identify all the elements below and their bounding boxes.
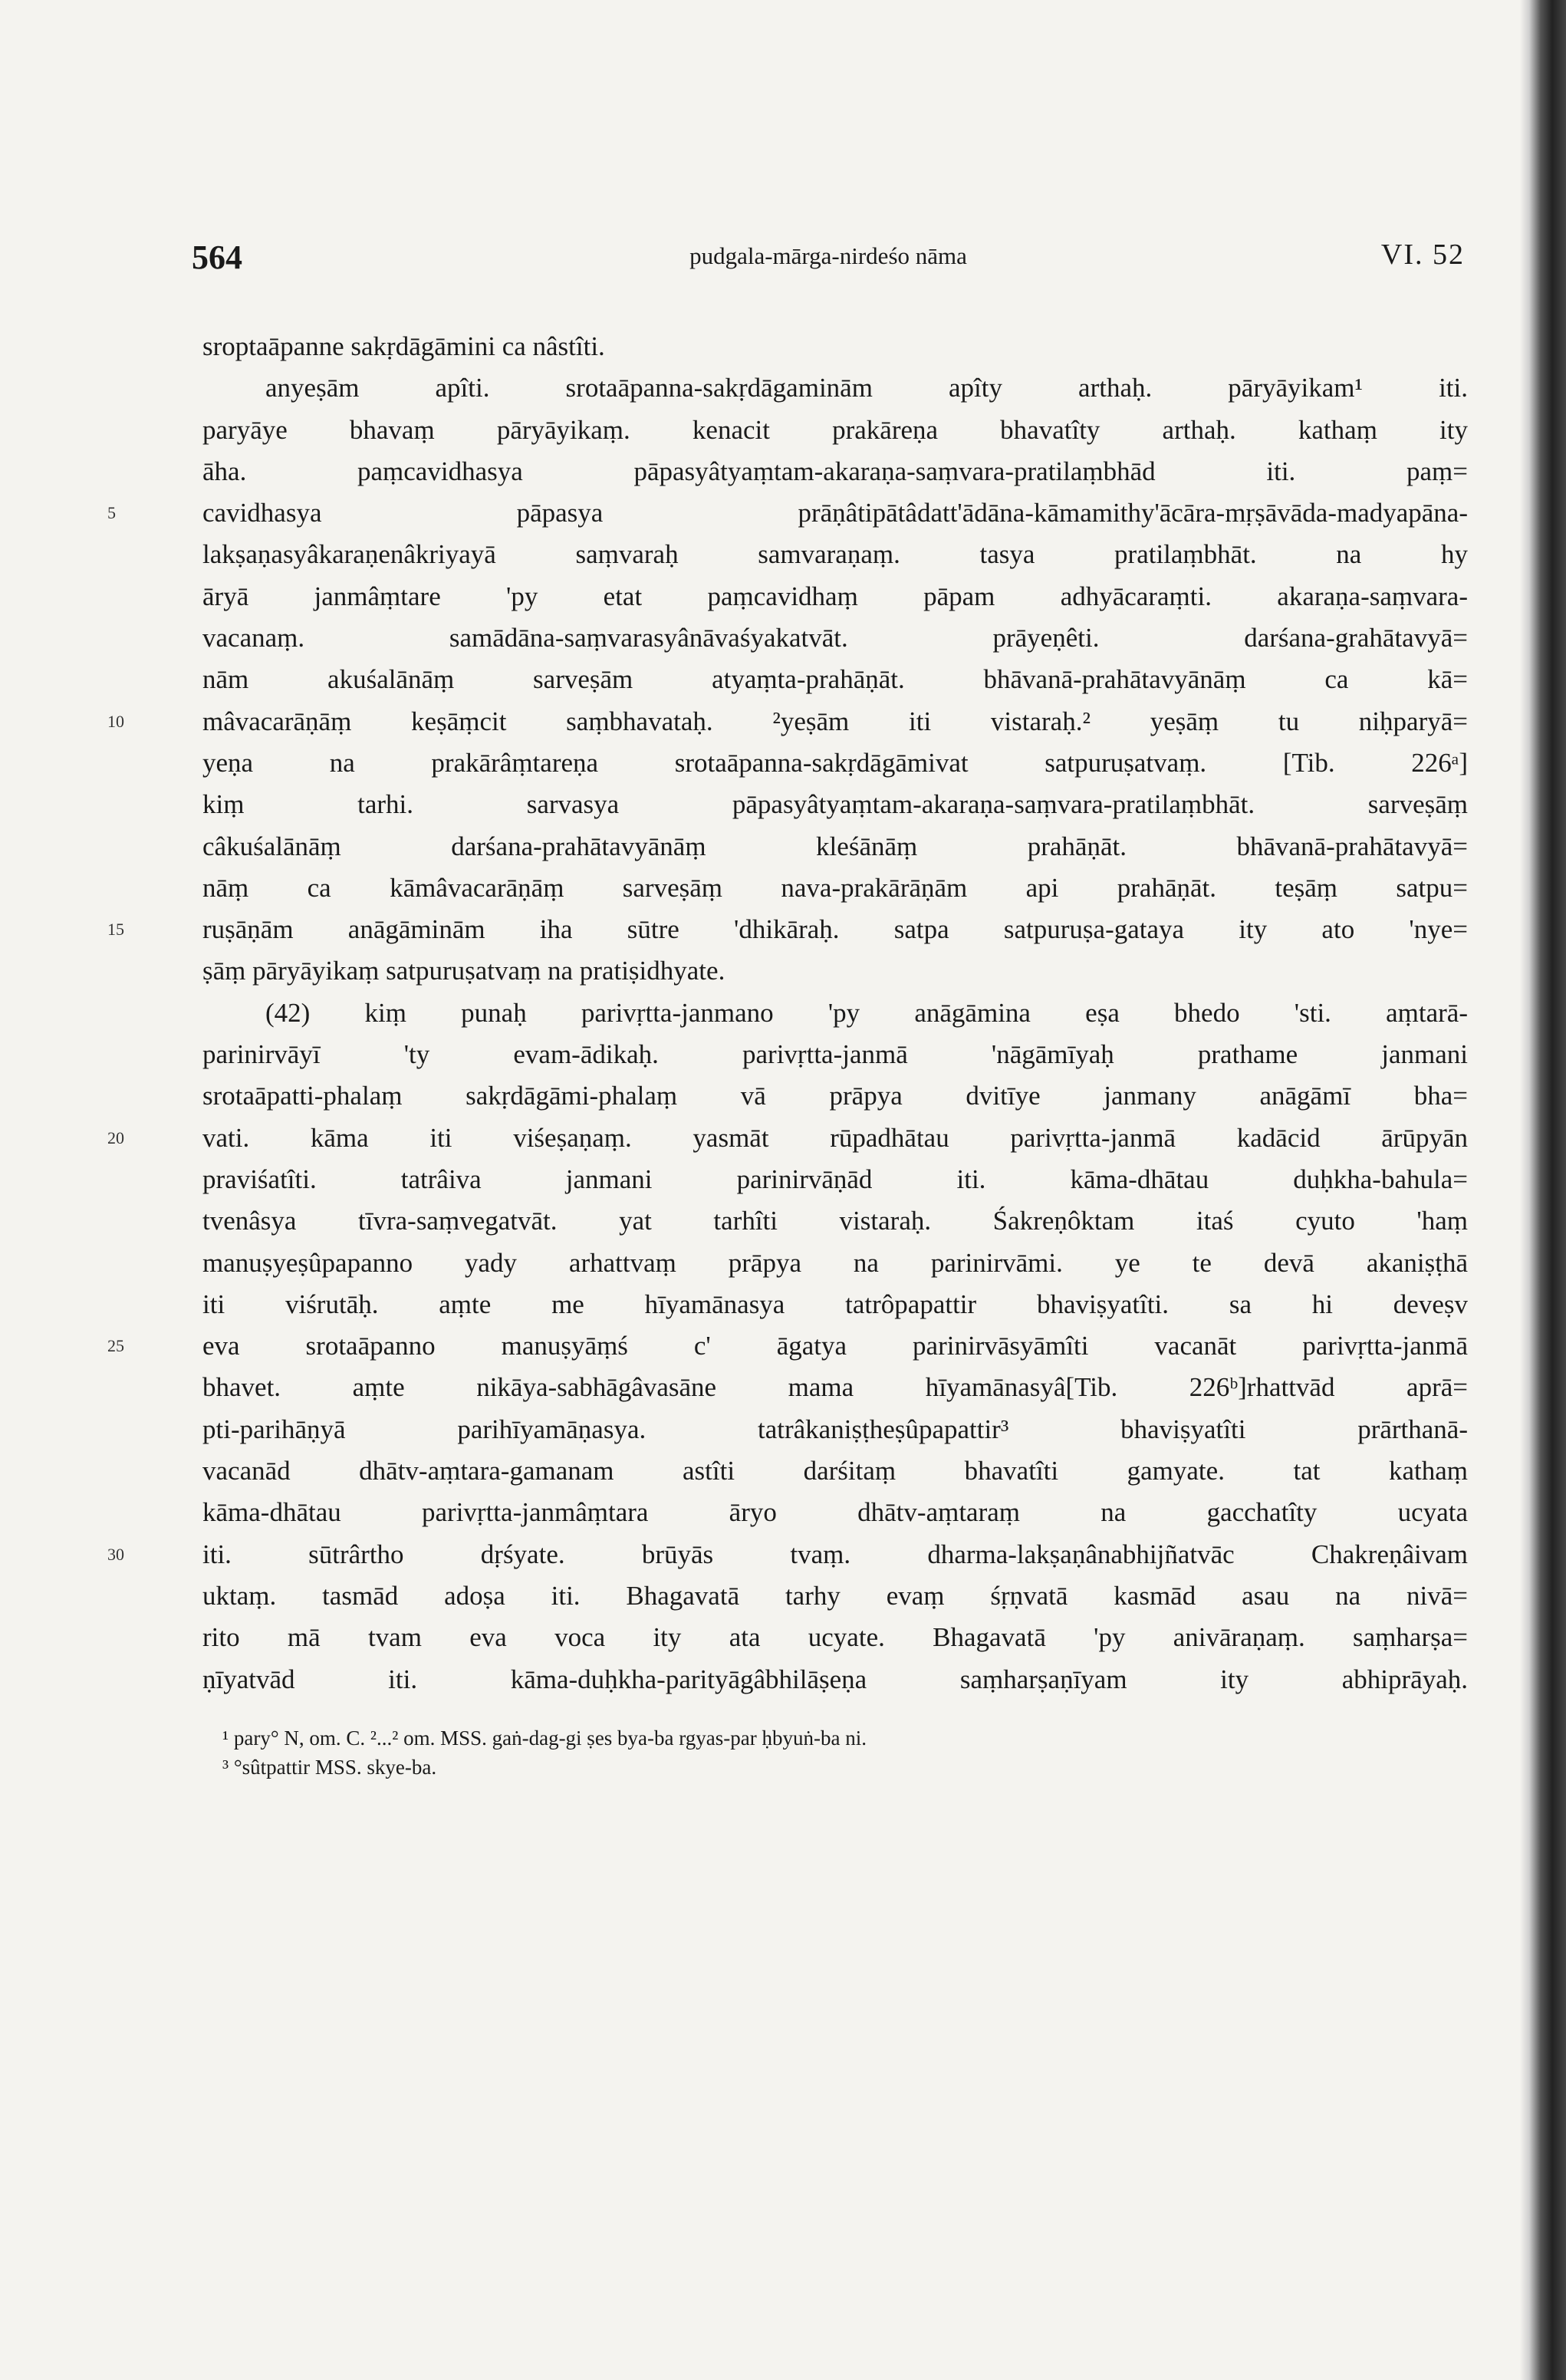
text-line: pti-parihāṇyā parihīyamāṇasya. tatrâkaniṣṭheṣûpapattir³ bhaviṣyatîti prārthanā-	[202, 1414, 1468, 1444]
line-number: 5	[107, 503, 116, 523]
line-number: 10	[107, 711, 124, 731]
page-number: 564	[192, 239, 242, 276]
running-title: pudgala-mārga-nirdeśo nāma	[689, 242, 967, 269]
footnotes	[222, 1723, 1449, 1782]
text-line: 30 iti. sūtrârtho dṛśyate. brūyās tvaṃ. dharma-lakṣaṇânabhijñatvāc Chakreṇâivam	[202, 1534, 1468, 1575]
text-line: sroptaāpanne sakṛdāgāmini ca nâstîti.	[202, 331, 605, 361]
text-line: nām akuśalānāṃ sarveṣām atyaṃta-prahāṇāt. bhāvanā-prahātavyānāṃ ca kā=	[202, 664, 1468, 695]
text-line: 5 cavidhasya pāpasya prāṇâtipātâdatt'ādāna-kāmamithy'ācāra-mṛṣāvāda-madyapāna-	[202, 492, 1468, 534]
line-number: 20	[107, 1127, 124, 1147]
text-line: yeṇa na prakārâṃtareṇa srotaāpanna-sakṛdāgāmivat satpuruṣatvaṃ. [Tib. 226ᵃ]	[202, 747, 1468, 778]
text-line: ṇīyatvād iti. kāma-duḥkha-parityāgâbhilāṣeṇa saṃharṣaṇīyam ity abhiprāyaḥ.	[202, 1664, 1468, 1694]
text-line: iti viśrutāḥ. aṃte me hīyamānasya tatrôpapattir bhaviṣyatîti. sa hi deveṣv	[202, 1289, 1468, 1319]
text-line: anyeṣām apîti. srotaāpanna-sakṛdāgaminām apîty arthaḥ. pāryāyikam¹ iti.	[265, 373, 1468, 403]
text-line: rito mā tvam eva voca ity ata ucyate. Bhagavatā 'py anivāraṇaṃ. saṃharṣa=	[202, 1622, 1468, 1653]
footnote: ¹ pary° N, om. C. ²...² om. MSS. gaṅ-dag-gi ṣes bya-ba rgyas-par ḥbyuṅ-ba ni.	[222, 1727, 867, 1750]
text-line: āryā janmâṃtare 'py etat paṃcavidhaṃ pāpam adhyācaraṃti. akaraṇa-saṃvara-	[202, 581, 1468, 611]
text-line: bhavet. aṃte nikāya-sabhāgâvasāne mama hīyamānasyâ[Tib. 226ᵇ]rhattvād aprā=	[202, 1372, 1468, 1403]
text-line: câkuśalānāṃ darśana-prahātavyānāṃ kleśānāṃ prahāṇāt. bhāvanā-prahātavyā=	[202, 831, 1468, 861]
text-line: 20 vati. kāma iti viśeṣaṇaṃ. yasmāt rūpadhātau parivṛtta-janmā kadācid ārūpyān	[202, 1118, 1468, 1159]
scanned-page-edge	[1520, 0, 1566, 2380]
text-line: vacanād dhātv-aṃtara-gamanam astîti darśitaṃ bhavatîti gamyate. tat kathaṃ	[202, 1456, 1468, 1486]
text-line: parinirvāyī 'ty evam-ādikaḥ. parivṛtta-janmā 'nāgāmīyaḥ prathame janmani	[202, 1039, 1468, 1070]
text-line: nāṃ ca kāmâvacarāṇāṃ sarveṣāṃ nava-prakārāṇām api prahāṇāt. teṣāṃ satpu=	[202, 872, 1468, 903]
text-line: tvenâsya tīvra-saṃvegatvāt. yat tarhîti vistaraḥ. Śakreṇôktam itaś cyuto 'haṃ	[202, 1206, 1468, 1236]
text-line: srotaāpatti-phalaṃ sakṛdāgāmi-phalaṃ vā prāpya dvitīye janmany anāgāmī bha=	[202, 1081, 1468, 1111]
text-line: manuṣyeṣûpapanno yady arhattvaṃ prāpya na parinirvāmi. ye te devā akaniṣṭhā	[202, 1247, 1468, 1278]
running-header	[192, 238, 1465, 284]
text-line: lakṣaṇasyâkaraṇenâkriyayā saṃvaraḥ samvaraṇaṃ. tasya pratilaṃbhāt. na hy	[202, 539, 1468, 570]
text-line: (42) kiṃ punaḥ parivṛtta-janmano 'py anāgāmina eṣa bhedo 'sti. aṃtarā-	[265, 997, 1468, 1028]
text-line: kiṃ tarhi. sarvasya pāpasyâtyaṃtam-akaraṇa-saṃvara-pratilaṃbhāt. sarveṣāṃ	[202, 789, 1468, 820]
section-reference: VI. 52	[1380, 239, 1465, 271]
text-line: 15 ruṣāṇām anāgāminām iha sūtre 'dhikāraḥ. satpa satpuruṣa-gataya ity ato 'nye=	[202, 909, 1468, 950]
line-number: 25	[107, 1336, 124, 1356]
text-line: kāma-dhātau parivṛtta-janmâṃtara āryo dhātv-aṃtaraṃ na gacchatîty ucyata	[202, 1497, 1468, 1528]
text-line: 10 mâvacarāṇāṃ keṣāṃcit saṃbhavataḥ. ²yeṣām iti vistaraḥ.² yeṣāṃ tu niḥparyā=	[202, 701, 1468, 742]
line-number: 15	[107, 920, 124, 940]
text-line: uktaṃ. tasmād adoṣa iti. Bhagavatā tarhy evaṃ śṛṇvatā kasmād asau na nivā=	[202, 1580, 1468, 1611]
text-line: vacanaṃ. samādāna-saṃvarasyânāvaśyakatvāt. prāyeṇêti. darśana-grahātavyā=	[202, 623, 1468, 653]
text-line: paryāye bhavaṃ pāryāyikaṃ. kenacit prakāreṇa bhavatîty arthaḥ. kathaṃ ity	[202, 414, 1468, 445]
text-line: āha. paṃcavidhasya pāpasyâtyaṃtam-akaraṇa-saṃvara-pratilaṃbhād iti. paṃ=	[202, 456, 1468, 486]
line-number: 30	[107, 1544, 124, 1564]
footnote: ³ °sûtpattir MSS. skye-ba.	[222, 1756, 437, 1779]
text-line: praviśatîti. tatrâiva janmani parinirvāṇād iti. kāma-dhātau duḥkha-bahula=	[202, 1164, 1468, 1194]
text-line: ṣāṃ pāryāyikaṃ satpuruṣatvaṃ na pratiṣidhyate.	[202, 956, 725, 986]
main-text	[107, 326, 1468, 1700]
text-line: 25 eva srotaāpanno manuṣyāṃś c' āgatya parinirvāsyāmîti vacanāt parivṛtta-janmā	[202, 1325, 1468, 1367]
